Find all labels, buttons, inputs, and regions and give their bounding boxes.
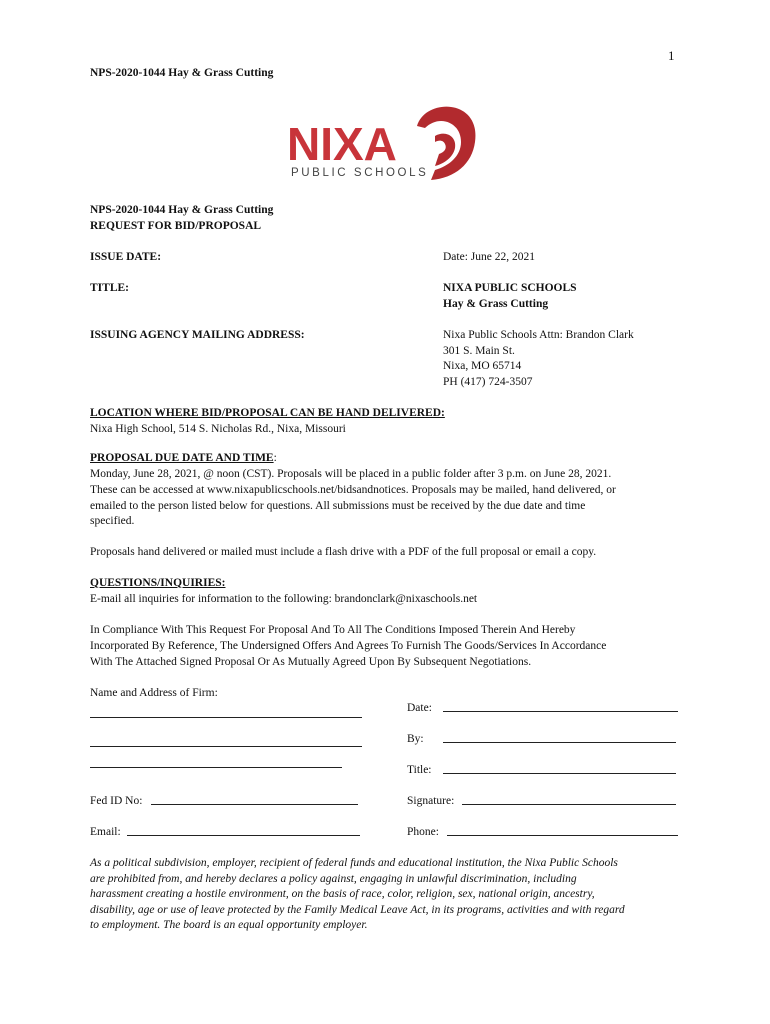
mailing-address-line2: 301 S. Main St. — [443, 345, 515, 357]
eeo-line3: harassment creating a hostile environment, on the basis of race, color, religion, sex, national origin, ancestry, — [90, 888, 595, 900]
phone-label: Phone: — [407, 826, 439, 838]
firm-name-label: Name and Address of Firm: — [90, 687, 218, 699]
signature-line[interactable] — [462, 804, 676, 805]
due-date-line4: specified. — [90, 515, 135, 527]
eeo-line5: to employment. The board is an equal opportunity employer. — [90, 919, 368, 931]
logo-subtitle: PUBLIC SCHOOLS — [291, 167, 429, 179]
title-value-line2: Hay & Grass Cutting — [443, 298, 549, 310]
compliance-line1: In Compliance With This Request For Proposal And To All The Conditions Imposed Therein And Hereby — [90, 624, 576, 636]
page-number: 1 — [668, 48, 675, 63]
phone-line[interactable] — [447, 835, 678, 836]
email-line[interactable] — [127, 835, 360, 836]
location-heading: LOCATION WHERE BID/PROPOSAL CAN BE HAND DELIVERED: — [90, 407, 445, 419]
due-date-heading-text: PROPOSAL DUE DATE AND TIME — [90, 452, 274, 464]
eeo-line2: are prohibited from, and hereby declares a policy against, engaging in unlawful discrimination, including — [90, 873, 577, 885]
title-value-line1: NIXA PUBLIC SCHOOLS — [443, 282, 577, 294]
due-date-line3: emailed to the person listed below for questions. All submissions must be received by the due date and time — [90, 500, 586, 512]
eeo-line4: disability, age or use of leave protected by the Family Medical Leave Act, in its programs, activities and with regard — [90, 904, 625, 916]
fed-id-line[interactable] — [151, 804, 358, 805]
compliance-line3: With The Attached Signed Proposal Or As Mutually Agreed Upon By Subsequent Negotiations. — [90, 656, 532, 668]
questions-text: E-mail all inquiries for information to the following: brandonclark@nixaschools.net — [90, 593, 478, 605]
nixa-public-schools-logo — [285, 96, 481, 184]
title-field-line[interactable] — [443, 773, 676, 774]
flash-drive-note: Proposals hand delivered or mailed must include a flash drive with a PDF of the full proposal or email a copy. — [90, 546, 597, 558]
mailing-address-line3: Nixa, MO 65714 — [443, 360, 522, 372]
mailing-address-label: ISSUING AGENCY MAILING ADDRESS: — [90, 329, 305, 341]
due-date-heading — [90, 451, 277, 467]
doc-title: NPS-2020-1044 Hay & Grass Cutting — [90, 204, 274, 216]
eeo-line1: As a political subdivision, employer, recipient of federal funds and educational institution, the Nixa Public Schools — [90, 857, 618, 869]
mailing-address-line1: Nixa Public Schools Attn: Brandon Clark — [443, 329, 634, 341]
signature-label: Signature: — [407, 795, 455, 807]
firm-line-3[interactable] — [90, 767, 342, 768]
due-date-line2: These can be accessed at www.nixapublicschools.net/bidsandnotices. Proposals may be mailed, hand delivered, or — [90, 484, 616, 496]
title-label: TITLE: — [90, 282, 129, 294]
due-date-line1: Monday, June 28, 2021, @ noon (CST). Proposals will be placed in a public folder after 3 p.m. on June 28, 2021. — [90, 468, 612, 480]
fed-id-label: Fed ID No: — [90, 795, 143, 807]
firm-line-2[interactable] — [90, 746, 362, 747]
doc-type: REQUEST FOR BID/PROPOSAL — [90, 220, 262, 232]
logo-wordmark: NIXA — [287, 118, 397, 170]
compliance-line2: Incorporated By Reference, The Undersigned Offers And Agrees To Furnish The Goods/Services In Accordance — [90, 640, 607, 652]
email-label: Email: — [90, 826, 121, 838]
questions-heading: QUESTIONS/INQUIRIES: — [90, 577, 226, 589]
location-text: Nixa High School, 514 S. Nicholas Rd., Nixa, Missouri — [90, 423, 346, 435]
title-field-label: Title: — [407, 764, 432, 776]
by-label: By: — [407, 733, 424, 745]
running-header: NPS-2020-1044 Hay & Grass Cutting — [90, 67, 274, 79]
mailing-address-line4: PH (417) 724-3507 — [443, 376, 533, 388]
issue-date-value: Date: June 22, 2021 — [443, 251, 535, 263]
date-label: Date: — [407, 702, 432, 714]
by-line[interactable] — [443, 742, 676, 743]
date-line[interactable] — [443, 711, 678, 712]
due-date-heading-colon: : — [273, 452, 277, 464]
issue-date-label: ISSUE DATE: — [90, 251, 162, 263]
firm-line-1[interactable] — [90, 717, 362, 718]
